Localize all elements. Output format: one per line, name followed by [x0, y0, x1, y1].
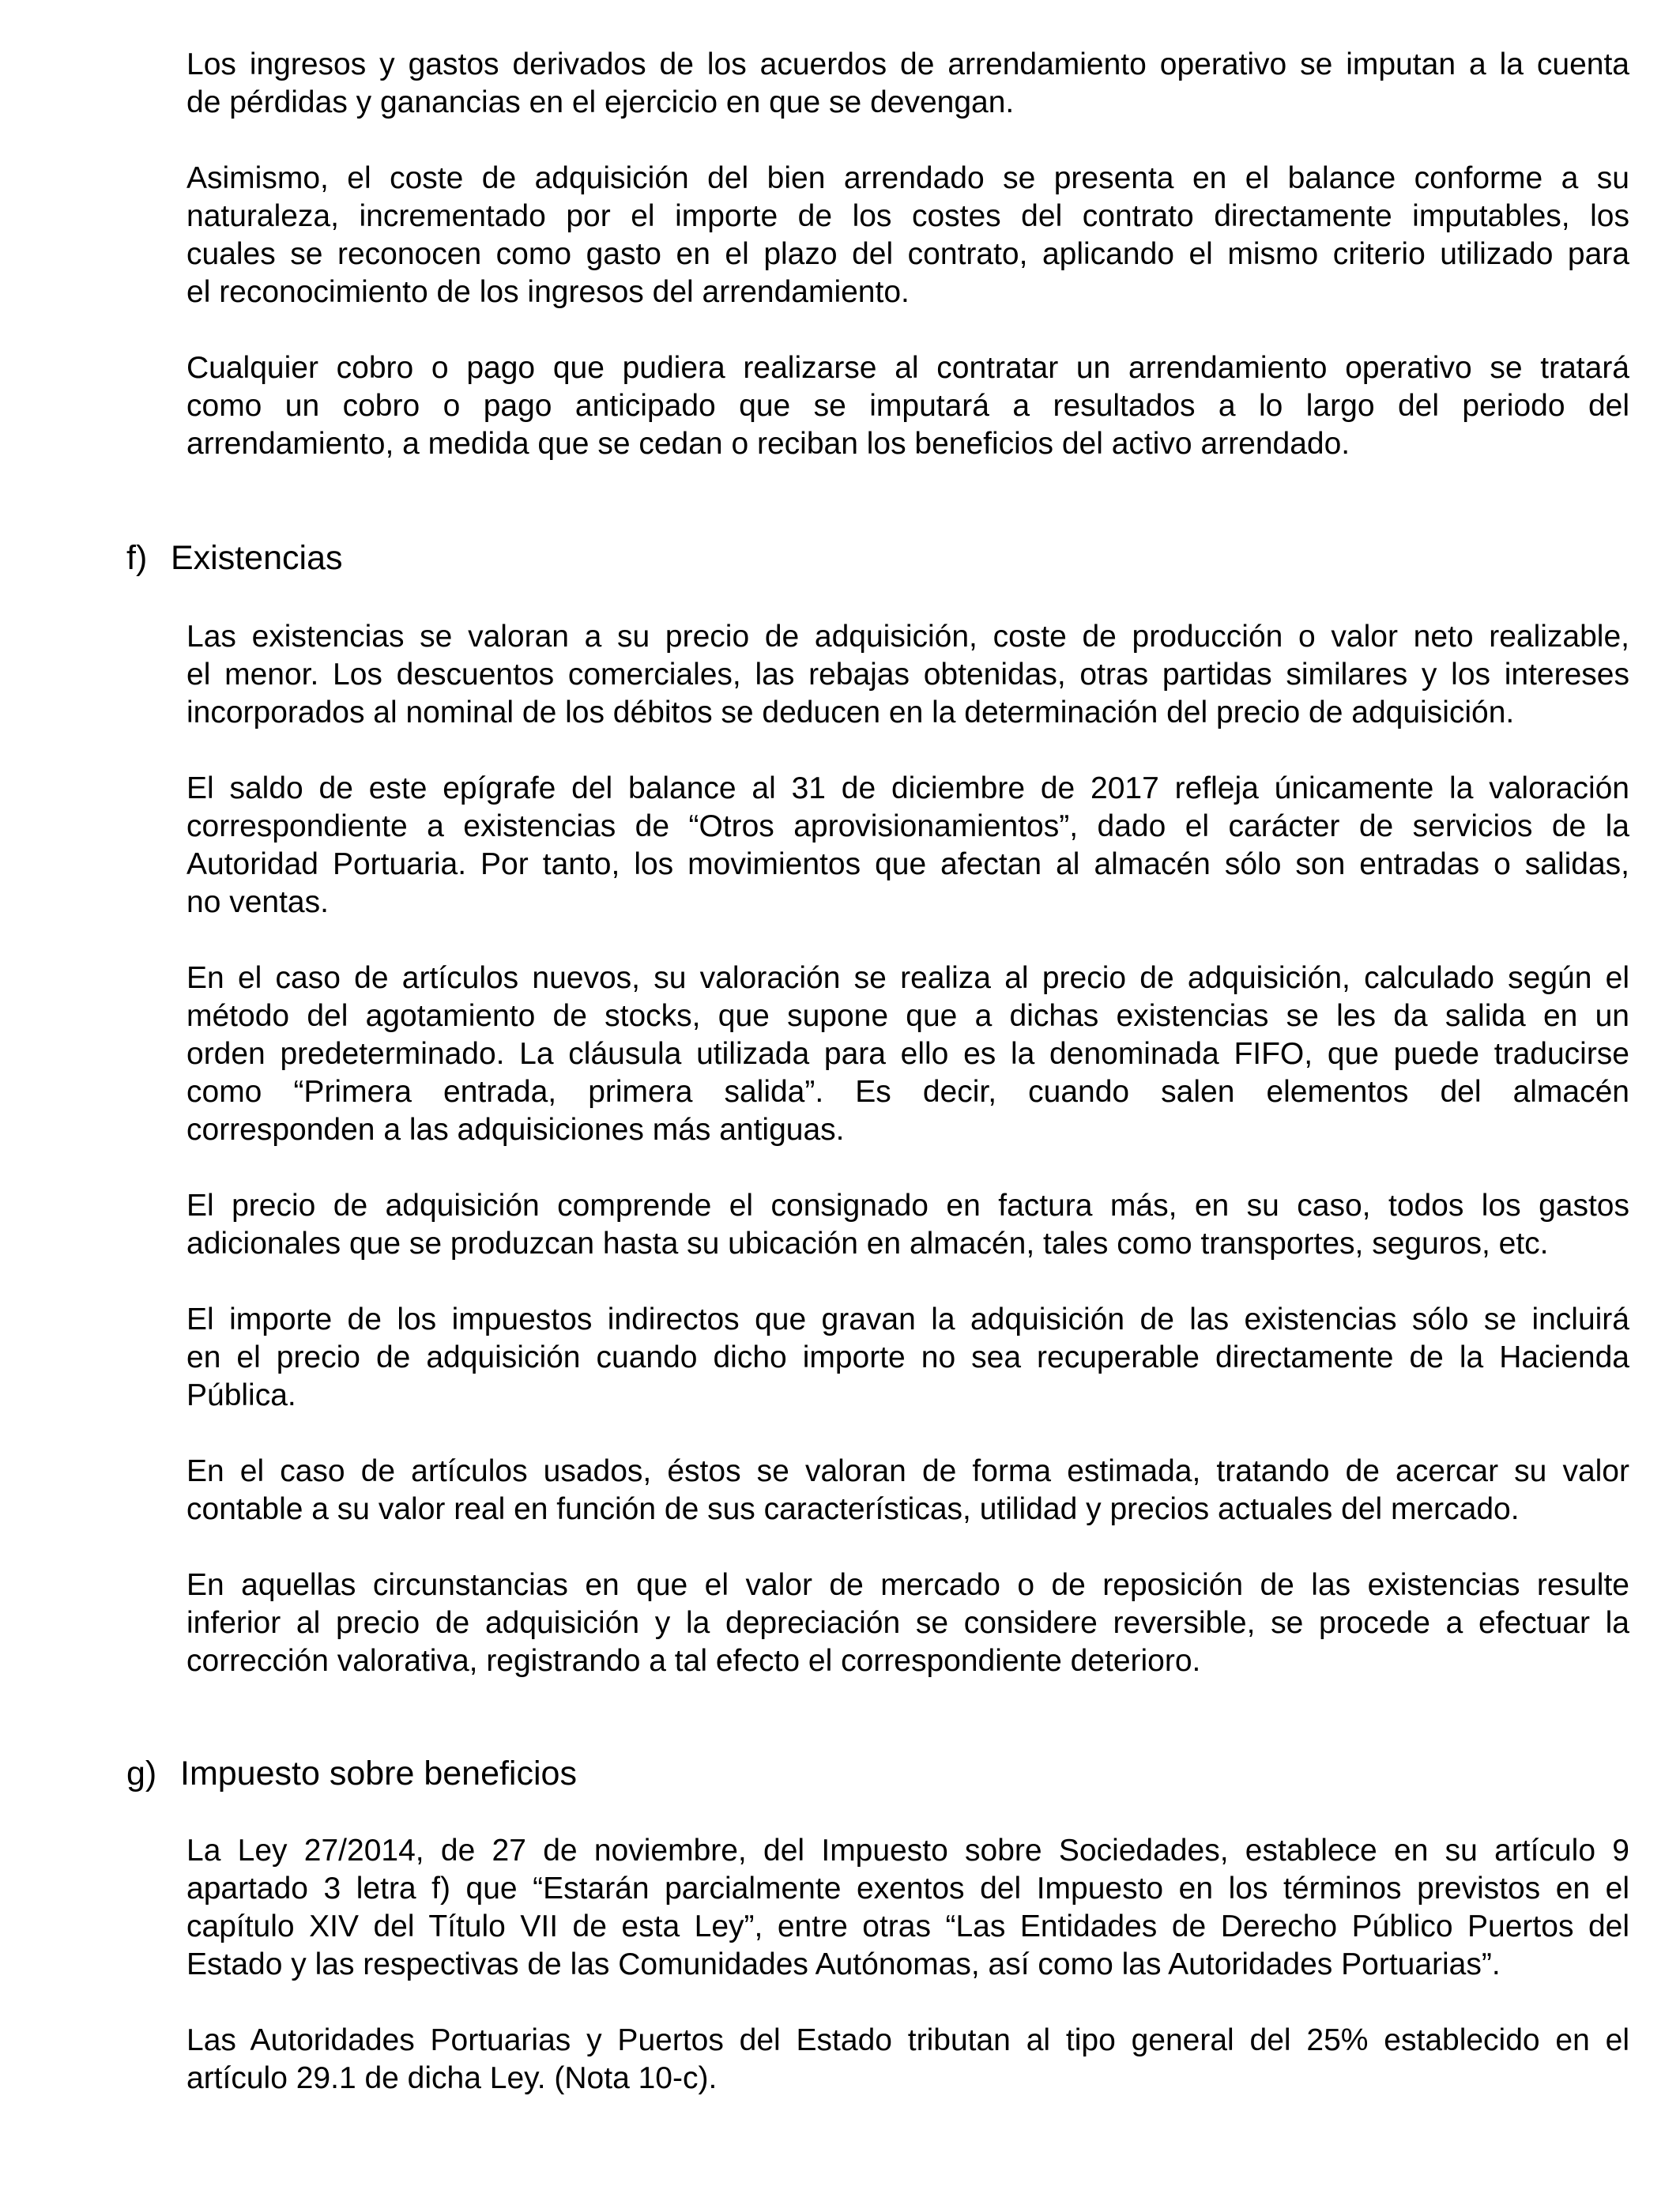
text-line: El importe de los impuestos indirectos que gravan la adquisición de las existencias sólo se incluirá [186, 1302, 1629, 1336]
section-title: Existencias [171, 539, 343, 577]
paragraph-arrendamiento-3 [186, 349, 1629, 463]
text-line: Estado y las respectivas de las Comunidades Autónomas, así como las Autoridades Portuarias”. [186, 1947, 1501, 1981]
text-line: como “Primera entrada, primera salida”. Es decir, cuando salen elementos del almacén [186, 1075, 1629, 1109]
text-line: no ventas. [186, 885, 329, 919]
text-line: Asimismo, el coste de adquisición del bien arrendado se presenta en el balance conforme a su [186, 161, 1629, 195]
text-line: capítulo XIV del Título VII de esta Ley”, entre otras “Las Entidades de Derecho Público Puertos del [186, 1909, 1629, 1943]
paragraph-impuesto-1 [186, 1832, 1629, 1984]
text-line: el reconocimiento de los ingresos del arrendamiento. [186, 275, 910, 309]
text-line: El saldo de este epígrafe del balance al 31 de diciembre de 2017 refleja únicamente la valoración [186, 771, 1629, 805]
text-line: cuales se reconocen como gasto en el plazo del contrato, aplicando el mismo criterio utilizado para [186, 237, 1629, 271]
text-line: Las existencias se valoran a su precio de adquisición, coste de producción o valor neto realizable, [186, 620, 1629, 654]
text-line: artículo 29.1 de dicha Ley. (Nota 10-c). [186, 2061, 718, 2095]
text-line: Los ingresos y gastos derivados de los acuerdos de arrendamiento operativo se imputan a la cuenta [186, 47, 1629, 81]
section-title: Impuesto sobre beneficios [180, 1755, 577, 1793]
text-line: En el caso de artículos usados, éstos se valoran de forma estimada, tratando de acercar su valor [186, 1454, 1629, 1488]
text-line: correspondiente a existencias de “Otros aprovisionamientos”, dado el carácter de servicios de la [186, 809, 1629, 843]
paragraph-arrendamiento-2 [186, 160, 1629, 311]
text-line: adicionales que se produzcan hasta su ubicación en almacén, tales como transportes, seguros, etc. [186, 1227, 1549, 1261]
text-line: La Ley 27/2014, de 27 de noviembre, del Impuesto sobre Sociedades, establece en su artículo 9 [186, 1834, 1629, 1868]
text-line: corrección valorativa, registrando a tal efecto el correspondiente deterioro. [186, 1644, 1201, 1678]
text-line: corresponden a las adquisiciones más antiguas. [186, 1113, 845, 1147]
text-line: El precio de adquisición comprende el consignado en factura más, en su caso, todos los gastos [186, 1189, 1629, 1223]
text-line: como un cobro o pago anticipado que se imputará a resultados a lo largo del periodo del [186, 389, 1629, 423]
text-line: apartado 3 letra f) que “Estarán parcialmente exentos del Impuesto en los términos previstos en el [186, 1872, 1629, 1906]
paragraph-existencias-4 [186, 1187, 1629, 1263]
text-line: Autoridad Portuaria. Por tanto, los movimientos que afectan al almacén sólo son entradas o salidas, [186, 847, 1629, 881]
paragraph-existencias-2 [186, 770, 1629, 922]
text-line: Pública. [186, 1378, 296, 1412]
text-line: orden predeterminado. La cláusula utilizada para ello es la denominada FIFO, que puede traducirse [186, 1037, 1629, 1071]
paragraph-existencias-1 [186, 618, 1629, 732]
text-line: Cualquier cobro o pago que pudiera realizarse al contratar un arrendamiento operativo se tratará [186, 351, 1629, 385]
paragraph-arrendamiento-1 [186, 46, 1629, 122]
paragraph-existencias-7 [186, 1566, 1629, 1680]
section-marker: g) [126, 1755, 157, 1793]
text-line: incorporados al nominal de los débitos se deducen en la determinación del precio de adquisición. [186, 696, 1515, 729]
text-line: En el caso de artículos nuevos, su valoración se realiza al precio de adquisición, calculado según el [186, 961, 1629, 995]
text-line: el menor. Los descuentos comerciales, las rebajas obtenidas, otras partidas similares y los intereses [186, 658, 1629, 692]
text-line: contable a su valor real en función de sus características, utilidad y precios actuales del mercado. [186, 1492, 1520, 1526]
text-line: de pérdidas y ganancias en el ejercicio en que se devengan. [186, 85, 1015, 119]
text-line: naturaleza, incrementado por el importe de los costes del contrato directamente imputables, los [186, 199, 1629, 233]
section-heading-impuesto [126, 1753, 577, 1794]
text-line: arrendamiento, a medida que se cedan o reciban los beneficios del activo arrendado. [186, 427, 1350, 461]
paragraph-impuesto-2 [186, 2022, 1629, 2098]
section-marker: f) [126, 539, 148, 577]
text-line: en el precio de adquisición cuando dicho importe no sea recuperable directamente de la Hacienda [186, 1340, 1629, 1374]
text-line: Las Autoridades Portuarias y Puertos del Estado tributan al tipo general del 25% establecido en el [186, 2023, 1629, 2057]
text-line: En aquellas circunstancias en que el valor de mercado o de reposición de las existencias resulte [186, 1568, 1629, 1602]
paragraph-existencias-3 [186, 959, 1629, 1149]
section-heading-existencias [126, 537, 342, 579]
paragraph-existencias-6 [186, 1453, 1629, 1529]
text-line: método del agotamiento de stocks, que supone que a dichas existencias se les da salida en un [186, 999, 1629, 1033]
text-line: inferior al precio de adquisición y la depreciación se considere reversible, se procede a efectuar la [186, 1606, 1629, 1640]
paragraph-existencias-5 [186, 1301, 1629, 1415]
